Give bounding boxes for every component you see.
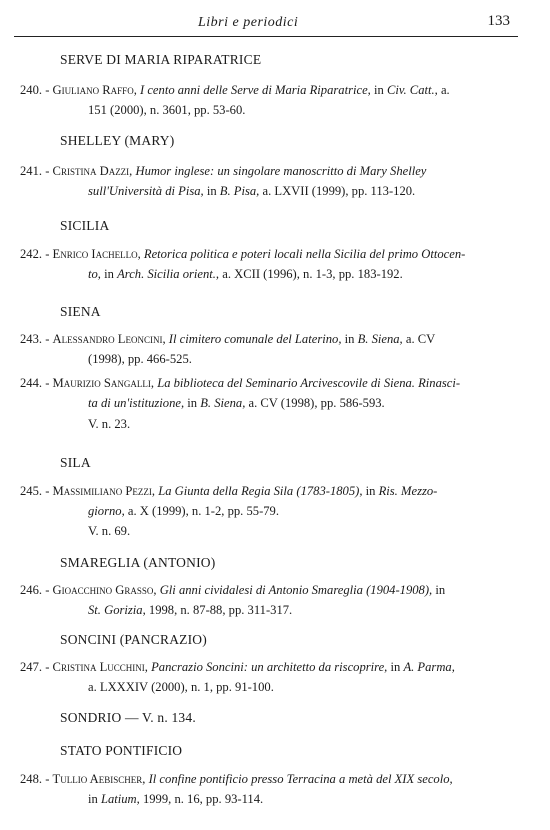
entry-line [20, 481, 510, 501]
section-heading: SHELLEY (MARY) [60, 133, 175, 148]
section-heading: STATO PONTIFICIO [60, 743, 183, 758]
entry-title: I cento anni delle Serve di Maria Riparatrice, [140, 83, 371, 97]
entry-in: in [104, 267, 114, 281]
entry-author: Giuliano Raffo, [52, 83, 137, 97]
entry-title-cont: to, [88, 267, 101, 281]
entry-tail: 1998, n. 87-88, pp. 311-317. [148, 603, 293, 617]
entry-line [20, 580, 510, 600]
entry-title: Pancrazio Soncini: un architetto da riscoprire, [151, 660, 388, 674]
entry-in: in [365, 484, 376, 498]
entry-line [20, 393, 510, 413]
entry-title-cont: ta di un'istituzione, [88, 396, 185, 410]
entry-line [20, 264, 510, 284]
entry-title: Il confine pontificio presso Terracina a metà del XIX secolo, [148, 772, 453, 786]
entry-tail: a. LXVII (1999), pp. 113-120. [262, 184, 416, 198]
entry-line [20, 161, 510, 181]
bibliography-entry [20, 161, 510, 201]
cross-reference: V. n. 23. [88, 417, 131, 431]
entry-number: 248. - [20, 772, 50, 786]
entry-in: in [88, 792, 98, 806]
entry-tail: a. X (1999), n. 1-2, pp. 55-79. [127, 504, 280, 518]
section-heading: SONDRIO — V. n. 134. [60, 710, 196, 725]
entry-title-cont: sull'Università di Pisa, [88, 184, 204, 198]
entry-title: La biblioteca del Seminario Arcivescovile di Siena. Rinasci- [157, 376, 461, 390]
entry-title: Gli anni cividalesi di Antonio Smareglia (1904-1908), [159, 583, 433, 597]
running-header [14, 12, 518, 37]
entry-in: in [344, 332, 355, 346]
entry-title: La Giunta della Regia Sila (1783-1805), [158, 484, 363, 498]
entry-title: Il cimitero comunale del Laterino, [168, 332, 342, 346]
entry-in: in [435, 583, 446, 597]
entry-line [20, 657, 510, 677]
entry-author: Cristina Lucchini, [52, 660, 148, 674]
entry-line [20, 789, 510, 809]
entry-author: Tullio Aebischer, [52, 772, 146, 786]
section-heading: SIENA [60, 304, 101, 319]
entry-line [20, 501, 510, 521]
entry-tail: a. XCII (1996), n. 1-3, pp. 183-192. [222, 267, 403, 281]
bibliography-entry [20, 769, 510, 809]
section-heading: SONCINI (PANCRAZIO) [60, 632, 207, 647]
section-heading: SMAREGLIA (ANTONIO) [60, 555, 216, 570]
bibliography-entry [20, 481, 510, 521]
running-title: Libri e periodici [198, 15, 299, 30]
entry-author: Cristina Dazzi, [52, 164, 133, 178]
entry-journal: B. Pisa, [219, 184, 260, 198]
entry-line [20, 600, 510, 620]
entry-line [20, 80, 510, 100]
entry-line [20, 181, 510, 201]
entry-in: in [206, 184, 217, 198]
entry-continuation: 151 (2000), n. 3601, pp. 53-60. [88, 103, 246, 117]
entry-journal-cont: giorno, [88, 504, 125, 518]
entry-journal: B. Siena, [200, 396, 246, 410]
entry-journal: Ris. Mezzo- [378, 484, 438, 498]
entry-line [20, 373, 510, 393]
entry-journal: A. Parma, [403, 660, 455, 674]
bibliography-entry [20, 329, 510, 369]
entry-title: Humor inglese: un singolare manoscritto di Mary Shelley [135, 164, 427, 178]
bibliography-entry [20, 244, 510, 284]
entry-author: Maurizio Sangalli, [52, 376, 155, 390]
entry-tail: a. [440, 83, 450, 97]
entry-author: Massimiliano Pezzi, [52, 484, 156, 498]
entry-journal: B. Siena, [357, 332, 403, 346]
section-heading: SILA [60, 455, 91, 470]
entry-number: 243. - [20, 332, 50, 346]
entry-title: Retorica politica e poteri locali nella Sicilia del primo Ottocen- [143, 247, 466, 261]
entry-journal: St. Gorizia, [88, 603, 146, 617]
entry-number: 241. - [20, 164, 50, 178]
bibliography-entry [20, 373, 510, 413]
entry-number: 242. - [20, 247, 50, 261]
entry-number: 244. - [20, 376, 50, 390]
entry-in: in [390, 660, 401, 674]
entry-in: in [187, 396, 198, 410]
entry-continuation: (1998), pp. 466-525. [88, 352, 192, 366]
entry-number: 247. - [20, 660, 50, 674]
entry-number: 245. - [20, 484, 50, 498]
entry-continuation: a. LXXXIV (2000), n. 1, pp. 91-100. [88, 680, 274, 694]
page-number: 133 [487, 13, 510, 29]
entry-author: Alessandro Leoncini, [52, 332, 166, 346]
entry-line [20, 329, 510, 349]
entry-number: 240. - [20, 83, 50, 97]
entry-author: Gioacchino Grasso, [52, 583, 157, 597]
entry-tail: a. CV (1998), pp. 586-593. [248, 396, 385, 410]
entry-tail: 1999, n. 16, pp. 93-114. [142, 792, 264, 806]
entry-tail: a. CV [405, 332, 436, 346]
section-heading: SERVE DI MARIA RIPARATRICE [60, 52, 262, 67]
section-heading: SICILIA [60, 218, 110, 233]
entry-line [20, 769, 510, 789]
entry-in: in [373, 83, 384, 97]
entry-journal: Arch. Sicilia orient., [117, 267, 220, 281]
entry-line [20, 244, 510, 264]
entry-author: Enrico Iachello, [52, 247, 141, 261]
cross-reference: V. n. 69. [88, 524, 131, 538]
entry-number: 246. - [20, 583, 50, 597]
bibliography-entry [20, 580, 510, 620]
bibliography-entry [20, 80, 510, 120]
entry-journal: Civ. Catt., [386, 83, 438, 97]
entry-journal: Latium, [100, 792, 140, 806]
bibliography-entry [20, 657, 510, 697]
